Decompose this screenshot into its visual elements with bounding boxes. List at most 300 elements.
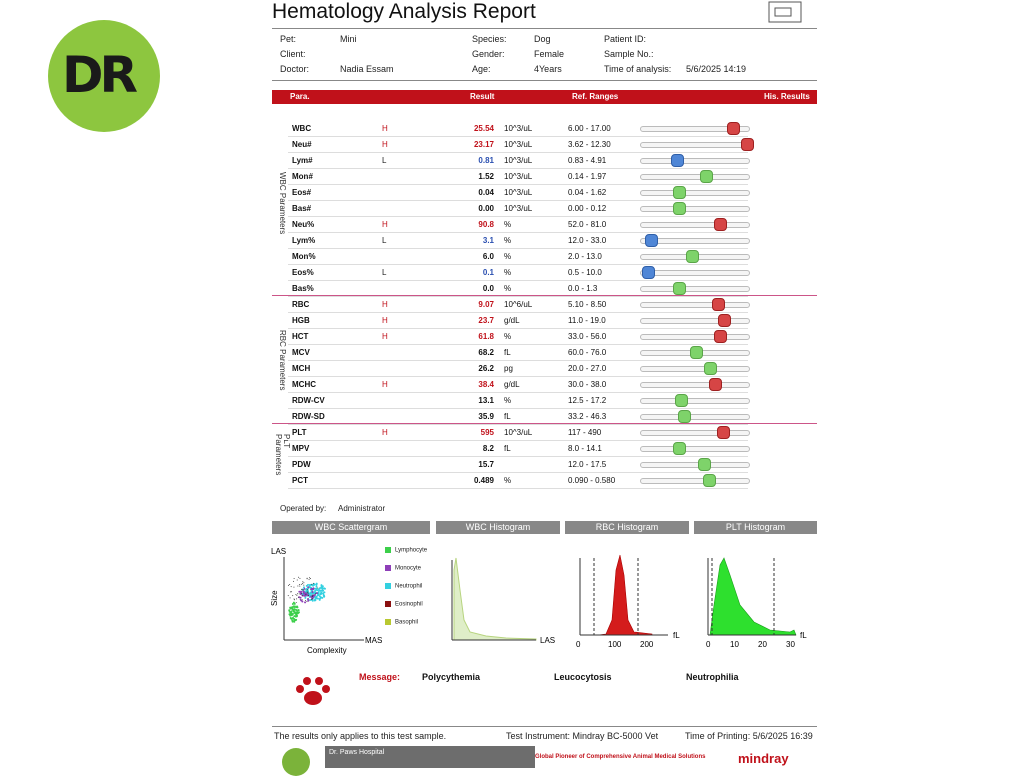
param-value: 25.54 [473, 124, 494, 133]
scatter-point [302, 599, 303, 600]
param-range: 60.0 - 76.0 [568, 348, 607, 357]
footer-hospital: Dr. Paws Hospital [329, 749, 385, 756]
rbc-tick-2: 200 [640, 640, 654, 649]
wbc-hist-axis: LAS [540, 636, 556, 645]
group-divider [272, 295, 817, 296]
param-unit: 10^3/uL [504, 204, 533, 213]
scatter-point [298, 597, 299, 598]
param-name: PDW [292, 460, 311, 469]
scatter-point [307, 598, 309, 600]
scatter-point [320, 592, 322, 594]
scatter-point [289, 615, 291, 617]
scatter-point [311, 584, 312, 585]
param-name: HCT [292, 332, 309, 341]
panel-wbc-scattergram: WBC Scattergram [272, 521, 430, 534]
history-track [640, 366, 750, 372]
param-value: 13.1 [478, 396, 494, 405]
scatter-point [317, 588, 318, 589]
param-value: 9.07 [478, 300, 494, 309]
scatter-point [301, 593, 302, 594]
scatter-point [303, 588, 305, 590]
patient-id-label: Patient ID: [604, 34, 647, 44]
param-name: PLT [292, 428, 307, 437]
scatter-point [298, 609, 300, 611]
param-value: 15.7 [478, 460, 494, 469]
scatter-point [304, 597, 306, 599]
scatter-point [299, 593, 300, 594]
history-track [640, 158, 750, 164]
doctor-value: Nadia Essam [340, 64, 394, 74]
message-2: Leucocytosis [554, 672, 612, 682]
history-track [640, 142, 750, 148]
scatter-point [323, 587, 325, 589]
legend-swatch [385, 565, 391, 571]
param-flag: H [382, 428, 388, 437]
history-track [640, 478, 750, 484]
scatter-point [296, 602, 297, 603]
param-unit: 10^3/uL [504, 428, 533, 437]
param-range: 6.00 - 17.00 [568, 124, 611, 133]
param-value: 35.9 [478, 412, 494, 421]
legend-swatch [385, 547, 391, 553]
history-marker [678, 410, 691, 423]
table-row [288, 136, 748, 153]
param-range: 33.0 - 56.0 [568, 332, 607, 341]
col-result: Result [470, 92, 495, 101]
scatter-point [303, 585, 304, 586]
param-name: Eos% [292, 268, 314, 277]
table-row [288, 216, 748, 233]
scatter-point [312, 600, 314, 602]
legend-item [385, 583, 422, 590]
footer-brand: mindray [738, 751, 789, 766]
param-range: 0.83 - 4.91 [568, 156, 607, 165]
rbc-hist-unit: fL [673, 631, 680, 640]
plt-tick-0: 0 [706, 640, 711, 649]
history-track [640, 414, 750, 420]
scatter-point [322, 585, 324, 587]
param-value: 68.2 [478, 348, 494, 357]
history-track [640, 190, 750, 196]
plt-tick-3: 30 [786, 640, 795, 649]
scatter-point [290, 597, 291, 598]
scatter-point [298, 591, 300, 593]
report-title: Hematology Analysis Report [272, 0, 536, 23]
scatter-point [296, 598, 297, 599]
history-marker [645, 234, 658, 247]
history-marker [675, 394, 688, 407]
sample-no-label: Sample No.: [604, 49, 654, 59]
param-range: 8.0 - 14.1 [568, 444, 602, 453]
scatter-point [299, 578, 300, 579]
param-range: 12.0 - 33.0 [568, 236, 607, 245]
param-range: 0.0 - 1.3 [568, 284, 598, 293]
param-unit: fL [504, 348, 511, 357]
history-track [640, 350, 750, 356]
age-label: Age: [472, 64, 491, 74]
history-track [640, 270, 750, 276]
table-row [288, 344, 748, 361]
history-marker [741, 138, 754, 151]
scatter-point [307, 600, 309, 602]
group-label-plt: PLT Parameters [274, 434, 291, 476]
scatter-point [314, 590, 316, 592]
history-marker [673, 186, 686, 199]
scatter-point [289, 607, 291, 609]
param-flag: L [382, 156, 387, 165]
scatter-x-axis: Complexity [307, 646, 347, 655]
footer-instrument: Test Instrument: Mindray BC-5000 Vet [506, 731, 659, 741]
scatter-point [305, 594, 306, 595]
legend-swatch [385, 583, 391, 589]
legend-label: Eosinophil [395, 601, 423, 608]
scatter-point [306, 585, 308, 587]
scatter-point [311, 599, 312, 600]
scatter-point [309, 579, 310, 580]
history-track [640, 430, 750, 436]
param-range: 0.14 - 1.97 [568, 172, 607, 181]
param-range: 0.090 - 0.580 [568, 476, 616, 485]
history-track [640, 206, 750, 212]
scatter-point [302, 581, 303, 582]
rbc-histogram-plot [572, 550, 692, 650]
scatter-point [310, 578, 311, 579]
param-flag: H [382, 380, 388, 389]
param-flag: H [382, 124, 388, 133]
scatter-point [315, 593, 316, 594]
paw-icon [292, 674, 334, 708]
scatter-point [288, 585, 289, 586]
scatter-point [306, 601, 307, 602]
param-range: 12.5 - 17.2 [568, 396, 607, 405]
param-range: 20.0 - 27.0 [568, 364, 607, 373]
table-row [288, 392, 748, 409]
message-1: Polycythemia [422, 672, 481, 682]
col-his: His. Results [764, 92, 810, 101]
legend-label: Basophil [395, 619, 419, 626]
scatter-point [301, 600, 303, 602]
history-marker [727, 122, 740, 135]
param-name: Mon% [292, 252, 316, 261]
plt-tick-1: 10 [730, 640, 739, 649]
history-marker [673, 202, 686, 215]
scatter-point [316, 592, 318, 594]
printer-icon [766, 0, 808, 24]
param-name: MCV [292, 348, 310, 357]
pet-value: Mini [340, 34, 357, 44]
table-row [288, 360, 748, 377]
param-range: 52.0 - 81.0 [568, 220, 607, 229]
history-track [640, 222, 750, 228]
history-track [640, 286, 750, 292]
scatter-point [294, 578, 295, 579]
table-row [288, 120, 748, 137]
param-value: 595 [480, 428, 494, 437]
scatter-point [303, 590, 305, 592]
param-unit: % [504, 284, 512, 293]
scatter-point [307, 589, 308, 590]
param-name: WBC [292, 124, 312, 133]
param-unit: 10^3/uL [504, 140, 533, 149]
table-row [288, 152, 748, 169]
param-name: Neu# [292, 140, 312, 149]
param-range: 33.2 - 46.3 [568, 412, 607, 421]
table-row [288, 296, 748, 313]
table-row [288, 184, 748, 201]
param-unit: pg [504, 364, 513, 373]
history-track [640, 398, 750, 404]
scatter-point [299, 584, 300, 585]
param-name: Lym% [292, 236, 316, 245]
col-para: Para. [290, 92, 310, 101]
history-marker [717, 426, 730, 439]
param-unit: % [504, 236, 512, 245]
scatter-point [312, 596, 313, 597]
table-row [288, 456, 748, 473]
footer-logo-icon [282, 748, 310, 776]
scatter-point [298, 577, 299, 578]
plt-tick-2: 20 [758, 640, 767, 649]
panel-wbc-histogram: WBC Histogram [436, 521, 560, 534]
table-row [288, 232, 748, 249]
table-row [288, 328, 748, 345]
scatter-y-axis: Size [270, 590, 279, 606]
scatter-y-top: LAS [271, 547, 287, 556]
clinic-logo [48, 20, 160, 132]
scatter-point [291, 586, 292, 587]
table-row [288, 264, 748, 281]
param-value: 1.52 [478, 172, 494, 181]
param-unit: % [504, 252, 512, 261]
table-row [288, 168, 748, 185]
param-unit: 10^3/uL [504, 156, 533, 165]
param-value: 0.0 [482, 284, 494, 293]
scatter-point [293, 581, 294, 582]
legend-swatch [385, 601, 391, 607]
history-track [640, 126, 750, 132]
param-value: 23.17 [473, 140, 494, 149]
scatter-point [307, 592, 308, 593]
plt-hist-unit: fL [800, 631, 807, 640]
param-unit: g/dL [504, 380, 520, 389]
legend-label: Monocyte [395, 565, 422, 572]
history-marker [673, 282, 686, 295]
param-name: MPV [292, 444, 310, 453]
group-label-wbc: WBC Parameters [278, 172, 287, 235]
legend-label: Neutrophil [395, 583, 423, 590]
param-unit: fL [504, 444, 511, 453]
param-name: Eos# [292, 188, 312, 197]
scatter-point [302, 595, 303, 596]
param-value: 61.8 [478, 332, 494, 341]
history-marker [700, 170, 713, 183]
param-name: Bas# [292, 204, 312, 213]
species-label: Species: [472, 34, 507, 44]
history-track [640, 446, 750, 452]
scatter-point [310, 588, 312, 590]
param-unit: 10^3/uL [504, 124, 533, 133]
param-value: 0.1 [482, 268, 494, 277]
rbc-tick-0: 0 [576, 640, 581, 649]
table-row [288, 424, 748, 441]
scatter-point [307, 578, 308, 579]
param-value: 23.7 [478, 316, 494, 325]
table-row [288, 312, 748, 329]
param-unit: % [504, 396, 512, 405]
param-name: MCHC [292, 380, 316, 389]
param-flag: H [382, 140, 388, 149]
wbc-scattergram-plot [268, 540, 468, 658]
param-value: 0.489 [473, 476, 494, 485]
param-value: 3.1 [482, 236, 494, 245]
param-value: 90.8 [478, 220, 494, 229]
scatter-point [303, 589, 304, 590]
scatter-point [291, 591, 292, 592]
scatter-point [300, 599, 301, 600]
param-unit: fL [504, 412, 511, 421]
param-range: 12.0 - 17.5 [568, 460, 607, 469]
table-row [288, 376, 748, 393]
time-label: Time of analysis: [604, 64, 672, 74]
history-marker [686, 250, 699, 263]
param-unit: 10^6/uL [504, 300, 533, 309]
history-marker [714, 330, 727, 343]
history-track [640, 174, 750, 180]
client-label: Client: [280, 49, 306, 59]
history-marker [709, 378, 722, 391]
panel-rbc-histogram: RBC Histogram [565, 521, 689, 534]
legend-label: Lymphocyte [395, 547, 428, 554]
doctor-label: Doctor: [280, 64, 310, 74]
param-range: 5.10 - 8.50 [568, 300, 607, 309]
scatter-point [293, 587, 294, 588]
param-name: RDW-CV [292, 396, 325, 405]
param-flag: H [382, 300, 388, 309]
param-flag: H [382, 316, 388, 325]
panel-plt-histogram: PLT Histogram [694, 521, 817, 534]
scatter-point [288, 595, 289, 596]
scatter-x-right: MAS [365, 636, 383, 645]
param-range: 2.0 - 13.0 [568, 252, 602, 261]
table-row [288, 200, 748, 217]
history-marker [712, 298, 725, 311]
legend-item [385, 565, 421, 572]
param-name: HGB [292, 316, 310, 325]
scatter-point [316, 584, 318, 586]
history-track [640, 462, 750, 468]
scatter-point [312, 585, 314, 587]
history-marker [714, 218, 727, 231]
operated-label: Operated by: [280, 504, 327, 513]
legend-swatch [385, 619, 391, 625]
scatter-point [316, 586, 318, 588]
scatter-point [292, 621, 294, 623]
footer-printing: Time of Printing: 5/6/2025 16:39 [685, 731, 813, 741]
table-header [272, 90, 817, 104]
history-marker [642, 266, 655, 279]
scatter-point [296, 609, 298, 611]
age-value: 4Years [534, 64, 562, 74]
scatter-point [292, 603, 294, 605]
scatter-point [320, 597, 322, 599]
gender-value: Female [534, 49, 565, 59]
scatter-point [322, 589, 324, 591]
scatter-point [297, 586, 298, 587]
footer-pioneer: Global Pioneer of Comprehensive Animal Medical Solutions [535, 754, 706, 760]
history-track [640, 238, 750, 244]
scatter-point [296, 606, 298, 608]
table-row [288, 248, 748, 265]
param-name: Neu% [292, 220, 315, 229]
param-unit: g/dL [504, 316, 520, 325]
table-row [288, 472, 748, 489]
scatter-point [289, 584, 290, 585]
scatter-point [304, 601, 306, 603]
rbc-tick-1: 100 [608, 640, 622, 649]
scatter-point [309, 577, 310, 578]
param-unit: 10^3/uL [504, 172, 533, 181]
scatter-point [290, 591, 291, 592]
param-name: RDW-SD [292, 412, 325, 421]
scatter-point [297, 612, 299, 614]
param-unit: % [504, 220, 512, 229]
param-range: 3.62 - 12.30 [568, 140, 611, 149]
species-value: Dog [534, 34, 551, 44]
history-marker [673, 442, 686, 455]
param-range: 30.0 - 38.0 [568, 380, 607, 389]
scatter-point [297, 593, 298, 594]
scatter-point [311, 591, 313, 593]
param-range: 0.5 - 10.0 [568, 268, 602, 277]
scatter-point [300, 597, 302, 599]
param-range: 117 - 490 [568, 428, 602, 437]
legend-item [385, 619, 418, 626]
param-value: 38.4 [478, 380, 494, 389]
scatter-point [299, 586, 300, 587]
scatter-point [301, 584, 302, 585]
param-value: 0.04 [478, 188, 494, 197]
scatter-point [294, 598, 295, 599]
scatter-point [321, 588, 323, 590]
wbc-histogram-plot [446, 550, 558, 646]
legend-item [385, 547, 427, 554]
scatter-point [293, 618, 295, 620]
param-range: 0.04 - 1.62 [568, 188, 607, 197]
group-label-rbc: RBC Parameters [278, 330, 287, 391]
message-3: Neutrophilia [686, 672, 739, 682]
param-range: 0.00 - 0.12 [568, 204, 607, 213]
scatter-point [317, 598, 319, 600]
param-value: 26.2 [478, 364, 494, 373]
param-name: PCT [292, 476, 308, 485]
scatter-point [312, 595, 313, 596]
param-name: Bas% [292, 284, 314, 293]
history-marker [690, 346, 703, 359]
scatter-point [307, 586, 309, 588]
history-marker [704, 362, 717, 375]
history-track [640, 254, 750, 260]
param-unit: 10^3/uL [504, 188, 533, 197]
scatter-point [294, 605, 296, 607]
param-range: 11.0 - 19.0 [568, 316, 606, 325]
param-flag: H [382, 332, 388, 341]
scatter-point [304, 592, 306, 594]
table-row [288, 440, 748, 457]
scatter-point [295, 594, 296, 595]
scatter-point [291, 618, 293, 620]
scatter-point [312, 588, 314, 590]
param-unit: % [504, 332, 512, 341]
